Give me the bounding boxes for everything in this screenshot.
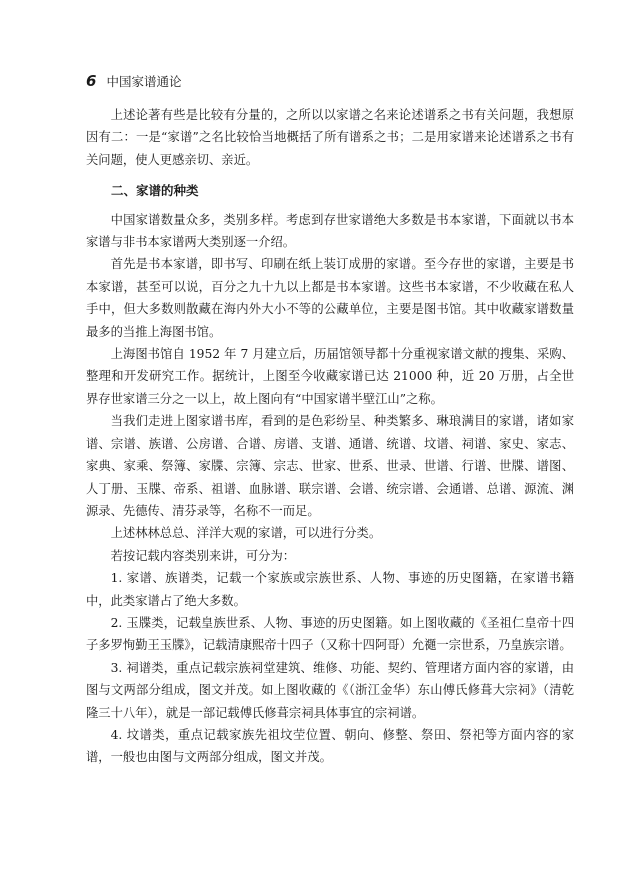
list-item-paragraph: 2. 玉牒类，记载皇族世系、人物、事迹的历史图籍。如上图收藏的《圣祖仁皇帝十四子多罗恂勤王玉牒》，记载清康熙帝十四子（又称十四阿哥）允禵一宗世系，乃皇族宗谱。: [86, 615, 574, 653]
paragraph: 当我们走进上图家谱书库，看到的是色彩纷呈、种类繁多、琳琅满目的家谱，诸如家谱、宗谱、族谱、公房谱、合谱、房谱、支谱、通谱、统谱、坟谱、祠谱、家史、家志、家典、家乘、祭簿、家牒、宗簿、宗志、世家、世系、世录、世谱、行谱、世牒、谱图、人丁册、玉牒、帝系、祖谱、血脉谱、联宗谱、会谱、统宗谱、会通谱、总谱、源流、渊源录、先德传、清芬录等，名称不一而足。: [86, 414, 574, 518]
paragraph: 中国家谱数量众多，类别多样。考虑到存世家谱绝大多数是书本家谱，下面就以书本家谱与非书本家谱两大类别逐一介绍。: [86, 212, 574, 250]
intro-paragraph: 上述论著有些是比较有分量的，之所以以家谱之名来论述谱系之书有关问题，我想原因有二：一是“家谱”之名比较恰当地概括了所有谱系之书；二是用家谱来论述谱系之书有关问题，使人更感亲切、亲近。: [86, 108, 574, 167]
page-header: [86, 72, 181, 90]
list-item-paragraph: 1. 家谱、族谱类，记载一个家族或宗族世系、人物、事迹的历史图籍，在家谱书籍中，此类家谱占了绝大多数。: [86, 571, 574, 608]
section-heading: 二、家谱的种类: [111, 183, 199, 199]
paragraph: 上海图书馆自 1952 年 7 月建立后，历届馆领导都十分重视家谱文献的搜集、采购、整理和开发研究工作。据统计，上图至今收藏家谱已达 21000 种，近 20 万册，占全世界存世家谱三分之一以上，故上图向有“中国家谱半壁江山”之称。: [86, 347, 574, 406]
running-title: 中国家谱通论: [106, 74, 182, 89]
page-number: 6: [86, 72, 97, 90]
list-item-paragraph: 4. 坟谱类，重点记载家族先祖坟茔位置、朝向、修整、祭田、祭祀等方面内容的家谱，一般也由图与文两部分组成，图文并茂。: [86, 727, 574, 765]
body-text: [86, 104, 574, 769]
paragraph: 首先是书本家谱，即书写、印刷在纸上装订成册的家谱。至今存世的家谱，主要是书本家谱，甚至可以说，百分之九十九以上都是书本家谱。这些书本家谱，不少收藏在私人手中，但大多数则散藏在海内外大小不等的公藏单位，主要是图书馆。其中收藏家谱数量最多的当推上海图书馆。: [86, 257, 574, 339]
paragraph: 上述林林总总、洋洋大观的家谱，可以进行分类。: [110, 526, 382, 541]
list-item-paragraph: 3. 祠谱类，重点记载宗族祠堂建筑、维修、功能、契约、管理诸方面内容的家谱，由图与文两部分组成，图文并茂。如上图收藏的《（浙江金华）东山傅氏修葺大宗祠》（清乾隆三十八年），就是一部记载傅氏修葺宗祠具体事宜的宗祠谱。: [86, 660, 574, 720]
paragraph: 若按记载内容类别来讲，可分为：: [110, 548, 296, 563]
